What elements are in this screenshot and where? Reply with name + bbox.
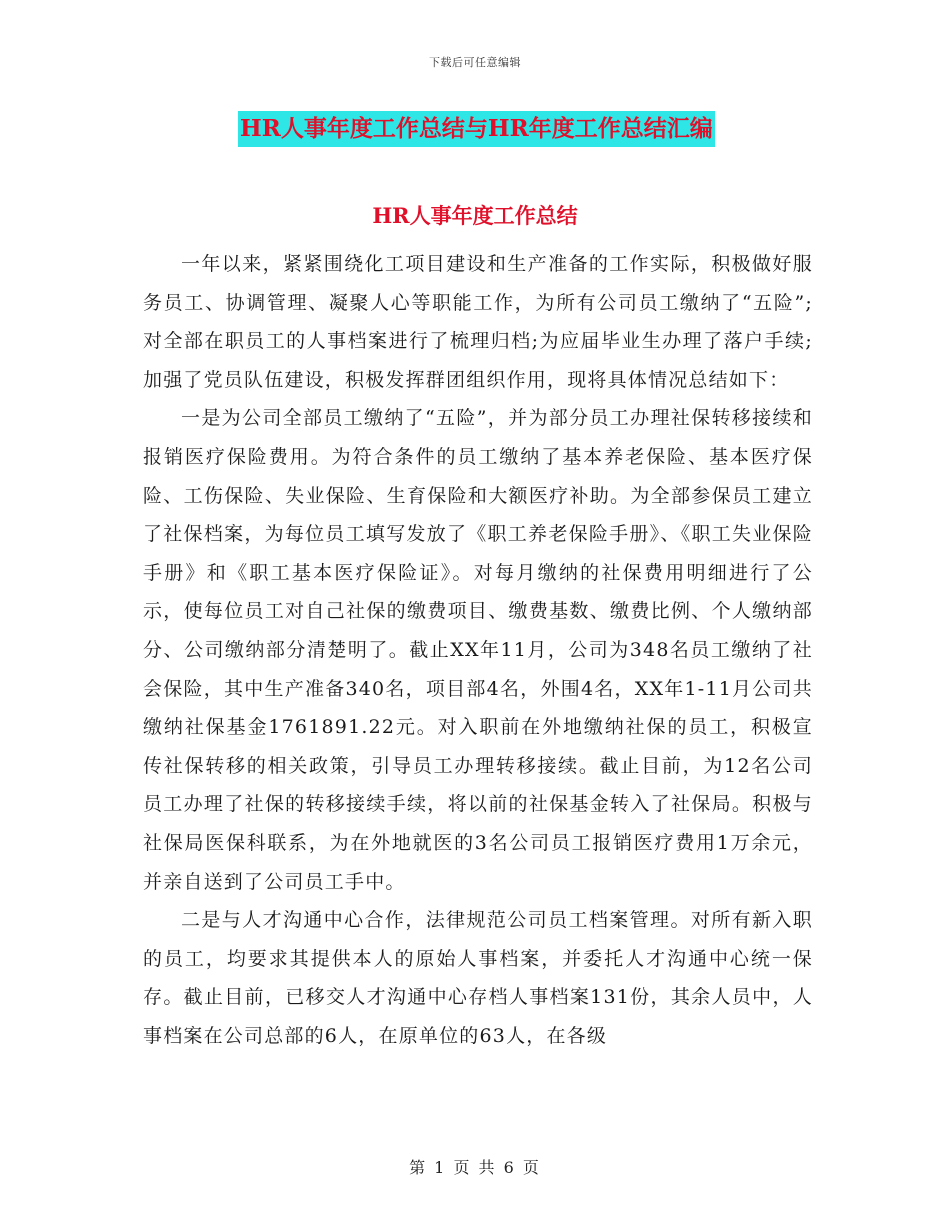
paragraph-social-insurance: 一是为公司全部员工缴纳了“五险”，并为部分员工办理社保转移接续和报销医疗保险费用。为符合条件的员工缴纳了基本养老保险、基本医疗保险、工伤保险、失业保险、生育保险和大额医疗补助。为全部参保员工建立了社保档案，为每位员工填写发放了《职工养老保险手册》、《职工失业保险手册》和《职工基本医疗保险证》。对每月缴纳的社保费用明细进行了公示，使每位员工对自己社保的缴费项目、缴费基数、缴费比例、个人缴纳部分、公司缴纳部分清楚明了。截止XX年11月，公司为348名员工缴纳了社会保险，其中生产准备340名，项目部4名，外围4名，XX年1-11月公司共缴纳社保基金1761891.22元。对入职前在外地缴纳社保的员工，积极宣传社保转移的相关政策，引导员工办理转移接续。截止目前，为12名公司员工办理了社保的转移接续手续，将以前的社保基金转入了社保局。积极与社保局医保科联系，为在外地就医的3名公司员工报销医疗费用1万余元，并亲自送到了公司员工手中。: [143, 407, 813, 893]
main-title: HR人事年度工作总结与HR年度工作总结汇编: [238, 111, 715, 147]
section-title: HR人事年度工作总结: [372, 203, 578, 228]
paragraph-archives: 二是与人才沟通中心合作，法律规范公司员工档案管理。对所有新入职的员工，均要求其提供本人的原始人事档案，并委托人才沟通中心统一保存。截止目前，已移交人才沟通中心存档人事档案131份，其余人员中，人事档案在公司总部的6人，在原单位的63人，在各级: [143, 909, 813, 1047]
header-note: 下载后可任意编辑: [429, 56, 521, 69]
page-number-footer: 第 1 页 共 6 页: [409, 1158, 541, 1177]
paragraph-intro: 一年以来，紧紧围绕化工项目建设和生产准备的工作实际，积极做好服务员工、协调管理、凝聚人心等职能工作，为所有公司员工缴纳了“五险”;对全部在职员工的人事档案进行了梳理归档;为应届毕业生办理了落户手续;加强了党员队伍建设，积极发挥群团组织作用，现将具体情况总结如下：: [143, 253, 813, 391]
body-text: [143, 245, 813, 1055]
